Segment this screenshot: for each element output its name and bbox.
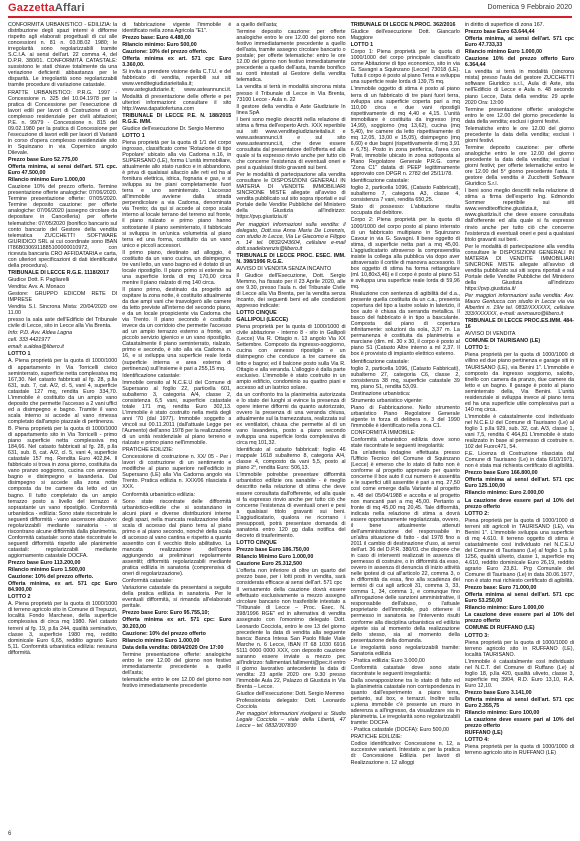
paragraph: Il Giudice dell'Esecuzione, Dott. Sergio Memmo, ha fissato per il 23 Aprile 2020, alle ore 9.30, presso l'aula n. del Tribunale Civile di Lecce alla Via Brenta, per la vendita senza incanto, dei seguenti beni ed alle condizioni appresso indicate: <box>236 272 346 310</box>
paragraph: LOTTO 1 <box>350 42 374 49</box>
newspaper-logo[interactable] <box>8 2 85 14</box>
paragraph: Gestore: GRUPPO EDICOM RETE DI IMPRESE <box>8 291 118 304</box>
paragraph: L'offerta non inferiore di oltre un quarto del prezzo base, per i lotti posti in vendita, sarà considerata efficace ai sensi dell'art. 571 cpc <box>236 568 346 587</box>
paragraph: AVVISO DI VENDITA <box>464 331 516 338</box>
paragraph: Telematiche entro le ore 12.00 del giorno precedente la data della vendita; esclusi i giorni festivi. <box>464 125 575 144</box>
paragraph: L'immobile potrebbe presentare difformità urbanistico edilizie ora sanabile - è meglio descritto nella relazione di stima che deve essere consultata dall'offerente, ed alla quale si fa espresso rinvio anche per tutto ciò che concerne l'esistenza di eventuali oneri e pesi a qualsiasi titolo gravanti sui beni. L'aggiudicatario, qualora ne ricorrano i presupposti, potrà presentare domanda di sanatoria entro 120 gg dalla notifica del decreto di trasferimento. <box>236 472 346 539</box>
paragraph: foglio 2, particella 1096, (Catasto Fabbricati), subalterno 7, categoria A3, classe 4, consistenza 7 vani, rendita 650,25. <box>350 185 460 204</box>
paragraph: Rilancio minimo: Euro 2.000,00 <box>464 490 544 497</box>
paragraph: Piena proprietà per la quota di 1000/1000 di civile abitazione - interno 8 - sito in Gallipoli (Lecce) Via R. Ottagio n. 13 angolo Via XX Settembre. Composto da ingresso-soggiorno, cucina con annesso ripostiglio e un disimpegno che conduce a tre camere da letto e bagno; ed il balcone posto sulla Via R. Ottagio e alla veranda. L'alloggio è dalla parte esclusivo. L'immobile è stato costruito in un ampio edificio, condominio su quattro piani e accesso ad un lastrico solare. <box>236 324 346 391</box>
paragraph: telematiche entro le ore 12.00 del giorno non festivo immediatamente precedente <box>122 676 232 689</box>
paragraph: di fabbricazione vigente l'immobile è identificato nella zona Agricola "E1". <box>122 22 232 35</box>
paragraph: LOTTO 2 <box>8 594 31 601</box>
paragraph: Identificazione catastale: <box>350 358 410 365</box>
paragraph: Per maggiori informazioni rivolgersi a: Studio Legale Cocciola – viale della Libertà, 47 Lecce – tel. 0832/307830 <box>236 711 346 730</box>
paragraph: Piena proprietà per la quota di 1000/1000 di terreno agricolo sito in RUFFANO (LE) <box>464 744 575 757</box>
paragraph: La cauzione deve essere pari al 10% del prezzo offerto <box>464 612 575 625</box>
paragraph: A. Piena proprietà per la quota di 1000/1000 di terreno agricolo sito in Comune di Trepuzzi, località Fondo Marchese, della superficie complessiva di circa mq 1980. Nel catasto terreni al fg. 19, p.lla 244, qualità seminativo, classe 3, superficie 1980 mq, reddito dominicale Euro 6,65, reddito agrario Euro 5,11. Conformità urbanistica edilizia: nessuna difformità. <box>8 601 118 656</box>
paragraph: L'immobile è catastalmente così individuato nel N.C.T. del Comune di Ruffano (Le) al foglio 18, p.lla 420, qualità uliveto, classe 3, superficie mq 3904, R.D. Euro 13,10, R.A. Euro 12,10. <box>464 658 575 689</box>
paragraph: LOTTO 4: <box>464 737 490 744</box>
paragraph: Termine presentazione offerte: analogiche entro le ore 12.00 del giorno non festivo immediatamente precedente a quello dell'asta; <box>122 651 232 676</box>
issue-date: Domenica 9 Febbraio 2020 <box>487 4 572 11</box>
paragraph: TRIBUNALE DI LECCE N.PROC. 362/2016 <box>350 22 456 28</box>
paragraph: Rilancio minimo: Euro 1.000,00 <box>464 605 544 612</box>
paragraph: Cauzione 10% del prezzo offerto Euro 6.364,44 <box>464 56 575 69</box>
paragraph: Prezzo base Euro 52.775,00 <box>8 157 78 164</box>
paragraph: Conformità urbanistico edilizia dove sono state riscontrate le seguenti irregolarità: <box>350 437 460 450</box>
paragraph: presso la sala aste dell'Edificio del Tribunale civile di Lecce, sito in Lecce alla Via Brenta. <box>8 317 118 330</box>
paragraph: LOTTO 1 <box>122 132 145 139</box>
paragraph: Il primo piano, destinato ad alloggio, è costituito da un vano cucina, un disimpegno, tre vani letto, un vano bagno ed è dotato di un locale ripostiglio. Il piano primo si estende su una superficie lorda di mq 170,00 circa mentre il piano rialzato di mq 140 circa. <box>122 249 232 286</box>
paragraph: Il piano primo, destinato da progetto ad ospitare la zona notte, è costituito attualmente da due ampi vani che trasvolgerò alle camere da letto previste all'interno del secondo piano, e da un locale prospiciente via Cadorna che via Trento. Il piano secondo è costituito invece da un corridoio che permette l'accesso ad un ampio terrazzo esterno a fronte, un piccolo servizio igienico e un vano ripostiglio. Catastalmente il piano seminterrato, rialzato, primo e secondo, è sito alla via Cadorna n. 16, e si sviluppa una superficie reale lorda (superficie interna e area esterna di pertinenza) sull'insieme è pari a 255,15 mq. <box>122 286 232 372</box>
paragraph: Giudice dell'esecuzione Dr. Sergio Memmo <box>122 125 225 132</box>
paragraph: Prezzo base Euro 63.644,44 <box>464 29 535 36</box>
paragraph: Piena proprietà per la quota di 1/1 del corpo ingrosso, classificato come 'Rotazione di tipo Popolare' ubicato alla via Cadorna n.16, in SUPERSANO (LE), forma L'unità immobiliare, attualmente allo stato rustico e in abbandono, è priva di qualsiasi allaccio alle reti ed ha al fornitura elettrica, idrica, fognaria e gas, e si sviluppa su tre piani completamente fuori terra e uno seminterrato. L'accesso all'immobile avviene dalla strada perpendicolare a via Cadorna, denominata via Trento; da qui si accede al corpo scala interno al locale terrano del terreno sul fronte, il piano rialzato e primo piano hanno sottostante il piano seminterrato, il fabbricato si sviluppa in un'unica volumetria al piano terra ed una forma, costituito da un vano unico e piccoli accessori. <box>122 139 232 249</box>
paragraph: Piena proprietà per la quota di 1000/1000 di villino ed due piano pertinenza e garage siti in TAURISANO (LE), via Benini 1". L'immobile è composto da ingresso soggiorno, salotto, tinello con camera da pranzo, due camere da letto e un bagno. Il garage è posto al piano seminterrato della, Via Benini. L'unità residenziale si sviluppa invece al piano terra ed ha una superficie utile complessiva pari a 140 mq circa. <box>464 352 575 413</box>
paragraph: Prezzo base Euro: Euro 95.755,10; <box>122 610 210 617</box>
paragraph: Per le modalità di partecipazione alla vendita consultare le DISPOSIZIONI GENERALI IN MATERIA DI VENDITE IMMOBILIARI SINCRONE MISTE allegate all'avviso di vendita pubblicato sui siti sopra riportati e sul Portale delle Vendite Pubbliche del Ministero della Giustizia all'indirizzo https://pvp.giustizia.it/ <box>464 243 575 292</box>
paragraph: Prezzo base: Euro 71.000,00 <box>464 585 537 592</box>
paragraph: I beni sono meglio descritti nella relazione di stima a firma dell'esperto Ing. Edmondo Sommer reperibile sui siti www.venditeofficine.giustizia.it, www.giustizia.it che deve essere consultata dall'offerente ed alla quale si fa espresso rinvio anche per tutto ciò che concerne l'esistenza di eventuali oneri e pesi a qualsiasi titolo gravanti sui beni. <box>464 188 575 243</box>
paragraph: Strumento urbanistico vigente: <box>350 397 423 404</box>
paragraph: Cauzione: 10% del prezzo offerto. <box>8 574 94 581</box>
paragraph: Vendita S.I. Sincrona Mista: 20/04/2020 ore 11.00 <box>8 304 118 317</box>
article-columns <box>8 22 574 826</box>
paragraph: Giudice dell'esecuzione Dott. Giancarlo Maggiore <box>350 29 460 42</box>
column-3 <box>236 22 345 826</box>
paragraph: Rivaluzione con sentenza di agibilità del d.a., presente quella costituita da un c.a., presenta copertura del tipo a lastre solaio in laterizio, il box auto è chiusa da serranda metallica. Il basco del fabbricato è in tipo a basculante. Composta dal piano di copertura infinitamente: soluzioni da sola, 3,37 m. La permanenza è costituita da planimetria e marciane (dim. ml. 30 x 30, il corpo è posto al piano S1 (Catasto Altre interno a ml 2,37. Il box è provvisto di impianto elettrico esterno. <box>350 291 460 358</box>
column-1 <box>8 22 117 826</box>
paragraph: Piena proprietà per la quota di 1000/1000 di terreno agricolo sito in RUFFANO (LE), località TAURISANO. <box>464 639 575 658</box>
logo-part-b: Affari <box>54 2 85 14</box>
column-5 <box>465 22 574 826</box>
paragraph: TRIBUNALE DI LECCE PROC. ESEC. IMM. N. 398/1996 R.G.E. <box>236 252 346 265</box>
paragraph: Offerta minima, ai sensi dell'art. 571 cpc. Euro 47.500,00 <box>8 164 118 177</box>
paragraph: Per le modalità di partecipazione alla vendita consultare le DISPOSIZIONI GENERALI IN MATERIA DI VENDITE IMMOBILIARI SINCRONE MISTE allegate all'avviso di vendita pubblicato sul sito sopra riportati e sul Portale delle Vendite Pubbliche del Ministero della Giustizia all'indirizzo: https://pvp.giustizia.it/ <box>236 172 346 221</box>
paragraph: cell. 333 4421977 <box>8 337 51 344</box>
paragraph: Da un'attenta indagine effettuata presso l'Ufficio Tecnico del Comune di Squinzano (Lecce) è emerso che lo stato di fatto non è conforme al progetto approvato per quanto concerne il box auto il cui numero è assentita e le superfici utili assentite è pari a mq. 27,50 così come emerge dalla Variante al progetto n. 48 del 05/04/1988 e accolta e al progetto non mancanti pari a mq 45,00. Pertanto a fronte di mq 45,00 mq 20,45. Tale difformità, indicata nella relazione di stima a dovrà essere opportunamente regolarizzata, ovvero, il bene attualmente attenuti dell'amministrazione del responsabile in un'altra situazione di fatto - dal 1978 fino a 2011 il cambio di destinazione d'uso, ai sensi dell'art. 36 del D.P.R. 380/01 che dispone che in caso di interventi realizzati in assenza di permesso di costruire, o in difformità da esso, ovvero in assenza di denuncia di inizio attività nelle ipotesi di cui all'articolo 22, comma 3, o in difformità da essa, fino alla scadenza dei termini di cui agli articoli 31, comma 3, 33, comma 1, 34, comma 1, e comunque fino all'irrogazione delle sanzioni amministrative, il responsabile dell'abuso, o l'attuale proprietario dell'immobile, può ottenere il permesso in sanatoria se l'intervento risulti conforme alla disciplina urbanistica ed edilizia vigente sia al momento della realizzazione dello stesso, sia al momento della presentazione della domanda. <box>350 450 460 644</box>
paragraph: LOTTO 1 <box>8 351 31 358</box>
paragraph: PRATICHE EDILIZIE: <box>350 734 402 741</box>
paragraph: La vendita si terrà in modalità sincrona mista presso il Tribunale di Lecce in Via Brenta, 73100 Lecce - Aula n. 22 <box>236 84 346 103</box>
paragraph: Le irregolarità sono regolarizzabili tramite: Sanatoria edilizia <box>350 644 460 657</box>
paragraph: Professionista delegato: Dott. Leonardo Cocciola <box>236 698 346 711</box>
paragraph: Conformità catastale dove sono state riscontrate le seguenti irregolarità: <box>350 664 460 677</box>
paragraph: Immobile censito al N.C.E.U del Comune di Supersano al foglio 22, particella 601, subalterno 3, categoria A/4, classe 2, consistenza 6,5 vani, superficie catastale totale 171 mq, rendita Euro 302,13. L'immobile è stato costruito nella metà degli anni '70 (dal 1977). Immobile soggetto a vincoli sui 00.11.2011 (dall'attuale Legge per l'Aumento) dell'anno 1978 per la realizzazione di un unità residenziale al piano terreno e rialzato e primo piano nell'immobile. <box>122 379 232 447</box>
paragraph: LOTTO 2: <box>464 510 490 517</box>
paragraph: Prezzo base: Euro 4.480,00 <box>122 35 191 42</box>
paragraph: Sono state riscontrate delle difformità urbanistico-edilizie che si sostanziano in alcuni piani e diverse distribuzioni interne degli spazi, nella mancata realizzazione della scala di accesso dal piano terra al piano primo e al piano secondo, nonché della scala di accesso al vano cantina e rispetto a quanto assentito con il vecchio titolo abilitativo. La mancata realizzazione dell'opera aggiungendo ai preliminari regolarmente assentiti; difformità regolarizzabili mediante pratica edilizia in sanatoria (comprensiva di oneri di regolarizzazione). <box>122 498 232 578</box>
paragraph: CONFORMITÀ IMMOBILE: <box>350 430 416 437</box>
paragraph: Offerta minima ex art. 571 cpc Euro 3.360,00. <box>122 56 232 69</box>
paragraph: Offerta minima ai sensi dell'art. 571 cpc Euro 53.250,00 <box>464 592 575 605</box>
paragraph: a quello dell'asta; <box>236 22 278 28</box>
paragraph: Offerta minima ai sensi dell'art. 571 cpc Euro 2.355,75 <box>464 696 575 710</box>
paragraph: Prezzo base Euro 113.200,00 <box>8 560 81 567</box>
paragraph: LOTTO CINQUE <box>236 539 277 546</box>
paragraph: Cauzione: 10% del prezzo offerto <box>122 630 206 637</box>
paragraph: LOTTO 1: <box>464 345 490 352</box>
paragraph: Offerta minima, ex art. 571 cpc Euro 84.900,00 <box>8 581 118 594</box>
paragraph: Piano di Fabbricazione. Nello strumento urbanistico Piano Regolatore Generale vigente in forza di delibera n. 3 del 1990 l'immobile è identificato nella zona C1. <box>350 404 460 429</box>
paragraph: Conformità urbanistico edilizia: <box>122 491 195 498</box>
paragraph: GALLIPOLI (LECCE) <box>236 317 289 324</box>
paragraph: PRATICHE EDILIZIE: <box>122 447 174 454</box>
page-number: 6 <box>8 831 12 837</box>
paragraph: Cauzione: 10% del prezzo offerto. <box>122 49 208 56</box>
paragraph: Prezzo base Euro 3.141,00 <box>464 689 532 696</box>
paragraph: Variazione catastale da presentarsi a seguito della pratica edilizia in sanatoria. Per le eventuali difformità, si rimanda all'elaborato peritale. <box>122 585 232 610</box>
paragraph: Stato di possesso: L'abitazione risulta occupata dal debitore. <box>350 204 460 217</box>
paragraph: Offerta minima ai sensi dell'art. 571 cpc Euro 125.100,00 <box>464 477 575 490</box>
paragraph: Codice identificativo: Concessione n. 12, a successive varianti. Intestato a: per la pratica di: Concessione Edilizia per lavori di Realizzazione n. 12 alloggi <box>350 741 460 766</box>
logo-part-a: Gazzetta <box>8 2 55 14</box>
paragraph: email: a.aldea@libero.it <box>8 344 64 351</box>
paragraph: Corpo 2: Piena proprietà per la quota di 1000/1000 del corpo posto al piano interrato di un fabbricato multipiano in Squinzano Cavour in via G. Savagni. Il bene oggetto di stima, di superficie netta pari a mq 45,00. L'aggiudicatario attraverso la compravendita insiste la collega alla pubblica via dopo aver attraversato il cortile di manovra accessorio. Il box oggetto di stima ha forma rettangolare (ml. 10,80x3,46) e il corpo è posto al piano S1 e sviluppa una superficie reale lorda di 59,96 mq. <box>350 217 460 290</box>
paragraph: Dalla sovrapposizione tra lo stato di fatto ed la planimetria catastale non corrispondenza in quanto dall'esperimento a piano terra, pertanto, sul box, e terrazzi. Inoltre sulla u.piena immobile c'è presente un muro in aderenza a all'ingresso, da visualizzare sia in planimetria. Le irregolarità sono regolarizzabili tramite: DOCFA <box>350 677 460 727</box>
paragraph: La vendita si terrà in modalità (sincrona mista) presso l'aula del gestore ZUCCHETTI software Giuridico s.r.l., Aula di Aste, sita nell'Edificio di Lecce e Aula n. 48 secondo piano Lecce, Data della vendita: 29 aprile 2020 Ora: 13:00 <box>464 69 575 106</box>
paragraph: Data della vendita: 08/04/2020 Ore 17:00 <box>122 644 224 651</box>
paragraph: LOTTO CINQUE <box>236 310 277 317</box>
paragraph: Rilancio Minimo Euro 1.000,00 <box>236 553 314 560</box>
paragraph: L'immobile oggetto di stima è posto al piano terra di un fabbricato di tre piani fuori terra, sviluppa una superficie coperta pari a mq 110,00 circa e due vani ripostigli rispettivamente di mq 4,40 e 4,15. L'unità immobiliare è costituita da ingresso (mq 14,99), soggiorno (mq 13,62), cucina (mq 5,40), tre camere da letto rispettivamente di mq 12,05, 13,00 e 15,05), disimpegno (mq 6,60) e due bagni (rispettivamente di mq 3,91 e 6,75). Posto in zona periferica, l'area con Prati, immobile ubicato in zona sottoposta al Piano Regolatore Generale P.R.G. come "Zona C1" datata di PEEP legittimamente approvato con DPGR n. 2782 del 25/11/78. <box>350 86 460 178</box>
paragraph: Vendita: Avv. A. Monaco <box>8 283 66 290</box>
paragraph: L'immobile è catastalmente così individuato nel N.C.E.U del Comune di Taurisano (Le) al foglio 1 p.lla 929, sub. 32, cat. A/3, classe 1, vani 7,5, rendita € 464,81 L'immobile è stato realizzato in base al permesso di costruire n. 102 del Fuorc471, 54. <box>464 413 575 451</box>
paragraph: I beni sono meglio descritti nella relazione di stima a firma dell'esperto Arch. XXX reperibile sui siti www.venditegiudiziarieitalia.it e www.asteannunci.it e sul sito www.asteannunci.it, che deve essere consultata dal presentatore dell'offerta ed alla quale si fa espresso rinvio anche per tutto ciò che concerne l'esistenza di eventuali oneri e pesi a qualsiasi titolo gravanti sui beni. <box>236 116 346 172</box>
column-4 <box>351 22 460 826</box>
paragraph: Giudice Dott. F. Pagliarelli <box>8 276 70 283</box>
paragraph: Rilancio minimo Euro 1.000,00 <box>8 177 86 184</box>
paragraph: Corpo 1: Piena proprietà per la quota di 1000/1000 del corpo principale classificato come Abitazione di tipo economico, sito in via G. Savagni a Squinzano (Lecce) 73018 (LE). Tutta il corpo è posto al piano Terra e sviluppa una superficie reale lorda di 139,75 mq. <box>350 49 460 86</box>
paragraph: - Pratica edilizia: Euro 3.000,00 <box>350 657 425 664</box>
paragraph: La cauzione deve essere pari al 10% del prezzo offerto <box>464 717 575 730</box>
paragraph: Termine presentazione offerte: analogiche entro le ore 12.00 del giorno precedente la data della vendita; esclusi i giorni festivi. <box>464 106 575 125</box>
paragraph: COMUNE DI RUFFANO (LE) <box>464 625 535 632</box>
paragraph: Offerta minima ex art. 571 cpc: Euro 30.203,00 <box>122 617 232 630</box>
paragraph: Il gestore della vendita è Aste Giudiziarie In linea SpA <box>236 103 346 116</box>
paragraph: Termine deposito cauzione: per offerte analogiche entro le ore 12.00 del giorno precedente la data della vendita; esclusi i giorni festivi; per offerte telematiche entro le ore 12.00 del 5° giorno precedente l'asta. Il gestore della vendita è Zucchetti Software Giuridico S.r.l. <box>464 144 575 188</box>
paragraph: Rilancio minimo: Euro 500,00 <box>122 42 197 49</box>
paragraph: Giudice dell'esecuzione: Dott. Sergio Memmo <box>236 691 345 698</box>
paragraph: Offerta minima, ai sensi dell'art. 571 cpc Euro 47.733,33 <box>464 36 575 49</box>
paragraph: COMUNE DI TAURISANO (LE) <box>464 338 541 345</box>
column-2 <box>122 22 231 826</box>
paragraph: B. Piena proprietà per la quota di 1000/1000 di appartamento sito in Via Torricelli - primo piano superficie netta complessiva mq 184,66. Nel catasto fabbricati al fg. 28, p.lla 631, sub. 8, cat. A/2, cl. 5, vani 4, superficie catastale 157 mq. Rendita Euro 402,84. Il fabbricato si trova in zona giorno, costituita da vano pranzo soggiorno, cucina con annesso bagno e disimpegno e lavanderia. Dal disimpegno si accede alla zona notte composta da tre camere da letto ed un bagno. Il tutto completato da un ampio terrazzo posto a livello del terrazzo è soprastante un vano ripostiglio. Conformità urbanistica - edilizia: Sono state riscontrate le seguenti difformità - vano ascensore abusivo: regolarizzabili mediante sanatoria - si riscontrano alcune difformità dalla planimetria. Conformità catastale: sono state riscontrate le seguenti difformità rispetto alle planimetrie catastali: regolarizzabili mediante aggiornamento catastale DOCFA. <box>8 426 118 559</box>
paragraph: AVVISO DI VENDITA SENZA INCANTO <box>236 265 332 272</box>
paragraph: F.E. Licenza di Costruzione rilasciata dal Comune di Taurisano (Le) in data 6/10/1971, non è stata mai richiesta certificato di agibilità. <box>464 451 575 470</box>
paragraph: TRIBUNALE DI LECCE P.E. N. 188/2015 R.G.E. IMM. <box>122 112 232 125</box>
paragraph: Si invita a prendere visione della C.T.U. e del fabbricato di vendita, reperibili sui siti www.venditegiudiziarieitalia.it; www.astegiudiziarie.it; www.asteannunci.it. Modalità di presentazione delle offerte e per ulteriori informazioni: consultare il sito http://www.dapatiofertuna.com <box>122 69 232 112</box>
paragraph: Rilancio minimo Euro 1.500,00 <box>8 567 86 574</box>
paragraph: Rilancio minimo Euro 1.000,00 <box>464 49 543 56</box>
paragraph: Per maggiori informazioni sulla vendita: il delegato, Dott.ssa Anna Maria De Lorenzis, con studio in Lecce, Via Le Giacomo e Filippo n. 14 tel. 0832/243604, cellulare e-mail dott.ssadelorenzis@libero.it <box>236 221 346 252</box>
paragraph: A. Piena proprietà per la quota di 1000/1000 di appartamento in Via Torricelli civico seminterrato, superficie netta complessiva mq 167,30. Nel catasto fabbricati al fg. 28, p.lla 631, sub. 7, cat. A/2, cl. 5, vani 4, superficie catastale 127 mq, rendita Euro 334,70. L'immobile è costituito da un ampio vano deposito che permette l'accesso a 2 vani uffici ed a disimpegno e bagno. Tramite il vano scala interno si accede al vano rimessa completato dall'ampio piazzale di pertinenza. <box>8 358 118 425</box>
paragraph: Identificazione catastale: <box>350 178 410 185</box>
paragraph: CONFORMITÀ URBANISTICO - EDILIZIA: la distribuzione degli spazi interni è difforme rispetto agli elaborati progettuali di cui alle concessioni n. 81 n. 03.08.02 1980; le irregolarità sono regolarizzabili tramite S.C.I.A. ai sensi dell'art. 22 comma 4, del D.P.R. 380/01. CONFORMITÀ CATASTALE: sussistono le stati chiave totalmente da una veriazione deficienti abbastanza per le disparità. Le irregolarità sono regolarizzabili tramite procedure di variazione catastale. <box>8 22 118 89</box>
paragraph: FRATTE URBANISTICO: P.R.G. 1997 - Concessione n. 325 del 10.04.1978 per la pratica di Concessione per l'esecuzione di lavori edili per lavori di Costruzione di un complesso residenziale per civili abitazioni; P.E. n. 99/79 - Concessione n. 815 del 09.02.1980 per la pratica di Concessione per l'esecuzione di lavori edili per lavori di Varianti in corso d'opera complesso residenziale sito in Squinzano in via Copernico angolo Dilevale. <box>8 89 118 156</box>
paragraph: Termine deposito cauzione: per offerte analogiche entro le ore 12.00 del giorno non festivo immediatamente precedente a quello dell'asta, tramite assegno circolare bancario o postale; per offerte telematiche: entro le ore 12.00 del giorno non festivo immediatamente precedente a quello dell'asta, tramite bonifico su conti intestati al Gestore della vendita telematica. <box>236 29 346 84</box>
paragraph: in diritto di superficie di zona 167. <box>464 22 545 28</box>
paragraph: RUFFANO (LE) <box>464 730 503 737</box>
paragraph: Cauzione Euro 25.312,500 <box>236 561 303 568</box>
paragraph: Il versamento della cauzione dovrà essere effettuato esclusivamente a mezzo assegno circolare bancario non trasferibile intestato a "Tribunale di Lecce – Proc. Esec. N. 398/1996 RGE" ed in alternativa di vendita assegnato con l'omonimo delegato Dott. Leonardo Cocciola, entro le ore 13 del giorno precedente la data di vendita alla seguente banca: Banca Intesa San Paolo filiale Viale Marche n. 6 Lecce, IBAN IT 68 1030 6916 5111 0000 0000 XXX, con deposito cauzione saranno essere inviate a mezzo pec all'indirizzo: fallimentari.fallimenti@pec.it entro il giorno lavorativo antecedente la data di vendita: 23 aprile 2020 ore 9.30 presso l'immobile Aula 22, Palazzo di Giustizia in Via Brenta – Lecce. <box>236 587 346 690</box>
paragraph: Conformità catastale: <box>122 578 173 585</box>
paragraph: Identificato al catasto fabbricati: foglio 46 mappale 1618 subalterno 8, categoria A/4, classe 4, composto da vani 5,5, posto al piano 2°, rendita Euro: 506,13. <box>236 447 346 472</box>
paragraph: da un confronto tra la planimetria autorizzata e lo stato dei luoghi si evince la presenza di opere interne difformi da quanto autorizzato, ovvero la presenza di una veranda chiusa, attualmente sul la tramezzatura, realizzata sul ex ventilatori, chiusa che permette al di un vano lavanderia, posto a piano secondo sviluppa una superficie lorda complessiva di circa mq 101,32. <box>236 391 346 447</box>
page-header <box>8 2 572 18</box>
paragraph: Piena proprietà per la quota di 1000/1000 di terreni siti agricoli in TAURISANO (LE), via Benini 1". L'immobile sviluppa una superficie di mq 4.610. Il terreno oggetto di stima è catastalmente così individuato nel N.C.E.U del Comune di Taurisano (Le) al foglio 1 p.lla 1256, qualità uliveto, classe 1, superficie mq 4.610, reddito dominicale Euro 26,19, reddito agrario Euro 23,81. Prg Comunale del Comune di Taurisano (Le) in data 30.06.1977, non è stato mai richiesto certificato di agibilità. <box>464 517 575 585</box>
paragraph: Destinazione urbanistica: <box>350 390 411 397</box>
paragraph: TRIBUNALE DI LECCE PROC.ES.IMM. 484-16 <box>464 318 575 331</box>
paragraph: Concessione di costruzione n. XX/ 05 - Per i lavori di costruzione di un sentimento e modifiche al piano superiore nell'edificio in Supersano (LE) alla Via Cadorna angolo via Trento. Pratica edilizia n. XXX/06 rilasciata il XXX. <box>122 454 232 491</box>
paragraph: Identificazione catastale: <box>122 372 181 379</box>
paragraph: La cauzione deve essere pari al 10% del prezzo offerto <box>464 497 575 510</box>
paragraph: Rilancio minimo Euro 1.000,00 <box>122 637 200 644</box>
paragraph: foglio 2, particella 1096, (Catasto Fabbricati), subalterno 27, categoria C6, classe 2, consistenza 38 mq, superficie catastale 39 mq, piano S1, rendita 53,09. <box>350 365 460 390</box>
paragraph: Per maggiori informazioni sulla vendita: Avv. Mauro Gentucca con studio in Lecce via via Albertini n. 19/e tel. 0832/XXXXXX, cellulare 333/XXXXXX, e-mail: avvmauro@libero.it <box>464 293 575 318</box>
paragraph: Prezzo base Euro 186.750,00 <box>236 546 310 553</box>
paragraph: LOTTO 3: <box>464 632 490 639</box>
paragraph: Cauzione 10% del prezzo offerto. Termine presentazione offerte analogiche: 07/06/2020. Termine presentazione offerte: 07/05/2020. Termine deposito cauzione: per offerte analogiche: 07/06/2020 (assegno circolare da depositare in Cancelleria) per offerte telematiche: 07/05/2020 (bonifico bancario sul conto bancario del Gestore della vendita telematica ZUCCHETTI SOFTWARE GIURIDICO SRL ai cui coordinate sono IBAN IT86B0306911885100000010972, con ricevuta bancaria CRO AFFIDATARIA e carta, con ulteriori specificazioni di dati identificativi della procedura). <box>8 184 118 269</box>
paragraph: TRIBUNALE DI LECCE R.G.E. 1118/2017 <box>8 269 109 276</box>
paragraph: Prezzo base Euro 166.800,00 <box>464 470 538 477</box>
paragraph: Rilancio minimo: Euro 100,00 <box>464 710 540 717</box>
paragraph: - Pratica catastale (DOCFA): Euro 500,00 <box>350 727 449 734</box>
paragraph: Info: P.D. Avv. Aldea Lagna <box>8 330 73 337</box>
